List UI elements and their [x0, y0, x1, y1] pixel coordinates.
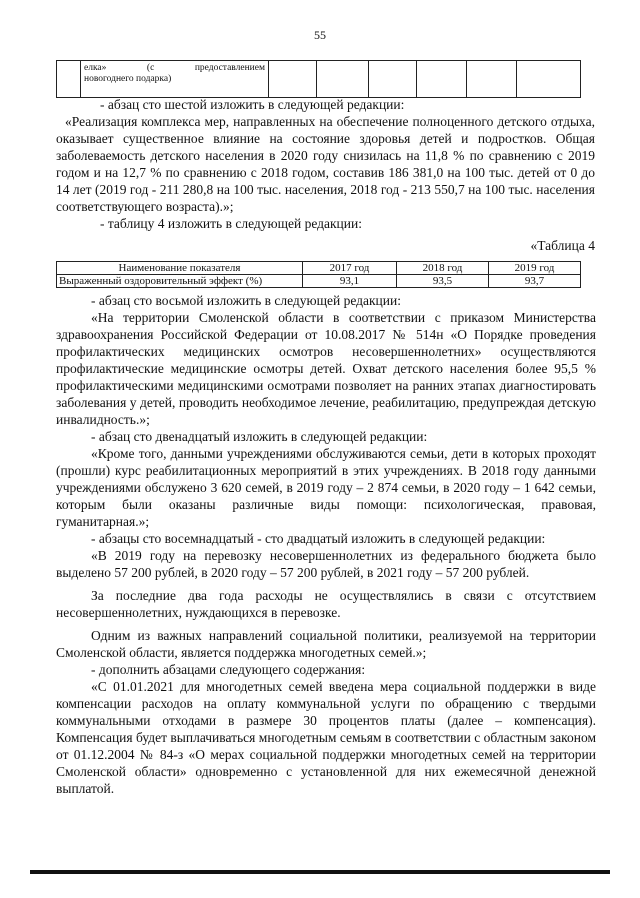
- row-label: Выраженный оздоровительный эффект (%): [57, 275, 303, 288]
- table-cell: [369, 61, 417, 98]
- table-cell: [269, 61, 317, 98]
- header-cell: Наименование показателя: [57, 262, 303, 275]
- paragraph: За последние два года расходы не осуществлялись в связи с отсутствием несовершеннолетних, нуждающихся в перевозке.: [56, 588, 596, 620]
- row-value: 93,5: [397, 275, 489, 288]
- paragraph: «Кроме того, данными учреждениями обслуживаются семьи, дети в которых проходят (прошли) курс реабилитационных мероприятий в этих учреждениях. В 2018 году данными учреждениями обслужено 3 620 семей, в 2019 году – 2 874 семьи, в 2020 году – 1 642 семьи, которым были оказаны различные виды помощи: психологическая, правовая, гуманитарная.»;: [56, 446, 596, 529]
- table-cell: [517, 61, 581, 98]
- paragraph: - таблицу 4 изложить в следующей редакции:: [100, 216, 362, 231]
- row-value: 93,7: [489, 275, 581, 288]
- table-header-row: [57, 262, 581, 275]
- paragraph: - абзац сто шестой изложить в следующей редакции:: [100, 97, 405, 112]
- cell-line-1: елка» (с предоставлением: [84, 63, 265, 73]
- text-section-a: [56, 96, 595, 254]
- paragraph: «С 01.01.2021 для многодетных семей введена мера социальной поддержки в виде компенсации расходов на оплату коммунальной услуги по обращению с твердыми коммунальными отходами в размере 30 процентов платы (далее – компенсация). Компенсация будет выплачиваться многодетным семьям в соответствии с областным законом от 01.12.2004 № 84-з «О мерах социальной поддержки многодетных семей на территории Смоленской области» одновременно с установленной для них ежемесячной денежной выплатой.: [56, 679, 596, 796]
- text-section-b: [56, 292, 596, 797]
- table-cell: [417, 61, 467, 98]
- paragraph: Одним из важных направлений социальной политики, реализуемой на территории Смоленской области, является поддержка многодетных семей.»;: [56, 628, 596, 660]
- paragraph: - дополнить абзацами следующего содержания:: [91, 662, 366, 677]
- header-cell: 2017 год: [303, 262, 397, 275]
- table-4: [56, 261, 581, 288]
- table-cell: [57, 61, 81, 98]
- paragraph: - абзац сто двенадцатый изложить в следующей редакции:: [91, 429, 428, 444]
- paragraph: - абзацы сто восемнадцатый - сто двадцатый изложить в следующей редакции:: [91, 531, 546, 546]
- table-cell: [467, 61, 517, 98]
- bottom-rule: [30, 870, 610, 874]
- row-value: 93,1: [303, 275, 397, 288]
- paragraph: «В 2019 году на перевозку несовершеннолетних из федерального бюджета было выделено 57 200 рублей, в 2020 году – 57 200 рублей, в 2021 году – 57 200 рублей.: [56, 548, 596, 580]
- cell-line-2: новогоднего подарка): [84, 74, 172, 84]
- table-cell-text: [81, 61, 269, 98]
- header-cell: 2018 год: [397, 262, 489, 275]
- paragraph: «Реализация комплекса мер, направленных на обеспечение полноценного детского отдыха, оказывает существенное влияние на состояние здоровья детей и подростков. Общая заболеваемость детского населения в 2020 году снизилась на 11,8 % по сравнению с 2019 годом и на 12,7 % по сравнению с 2018 годом, составив 186 381,0 на 100 тыс. детей от 0 до 14 лет (2019 год - 211 280,8 на 100 тыс. населения, 2018 год - 213 550,7 на 100 тыс. населения соответствующего возраста).»;: [56, 114, 595, 214]
- paragraph: «На территории Смоленской области в соответствии с приказом Министерства здравоохранения Российской Федерации от 10.08.2017 № 514н «О Порядке проведения профилактических медицинских осмотров несовершеннолетних» осуществляются профилактические медицинские осмотры детей. Охват детского населения более 95,5 % профилактическими медицинскими осмотрами позволяет на ранних этапах диагностировать заболевания у детей, проводить необходимое лечение, реабилитацию, предупреждая детскую инвалидность.»;: [56, 310, 596, 427]
- table-row: [57, 275, 581, 288]
- table-cell: [317, 61, 369, 98]
- header-cell: 2019 год: [489, 262, 581, 275]
- page-number: 55: [314, 28, 326, 42]
- table-row: [57, 61, 581, 98]
- table-caption: «Таблица 4: [530, 238, 595, 253]
- paragraph: - абзац сто восьмой изложить в следующей редакции:: [91, 293, 401, 308]
- continued-table-fragment: [56, 60, 581, 98]
